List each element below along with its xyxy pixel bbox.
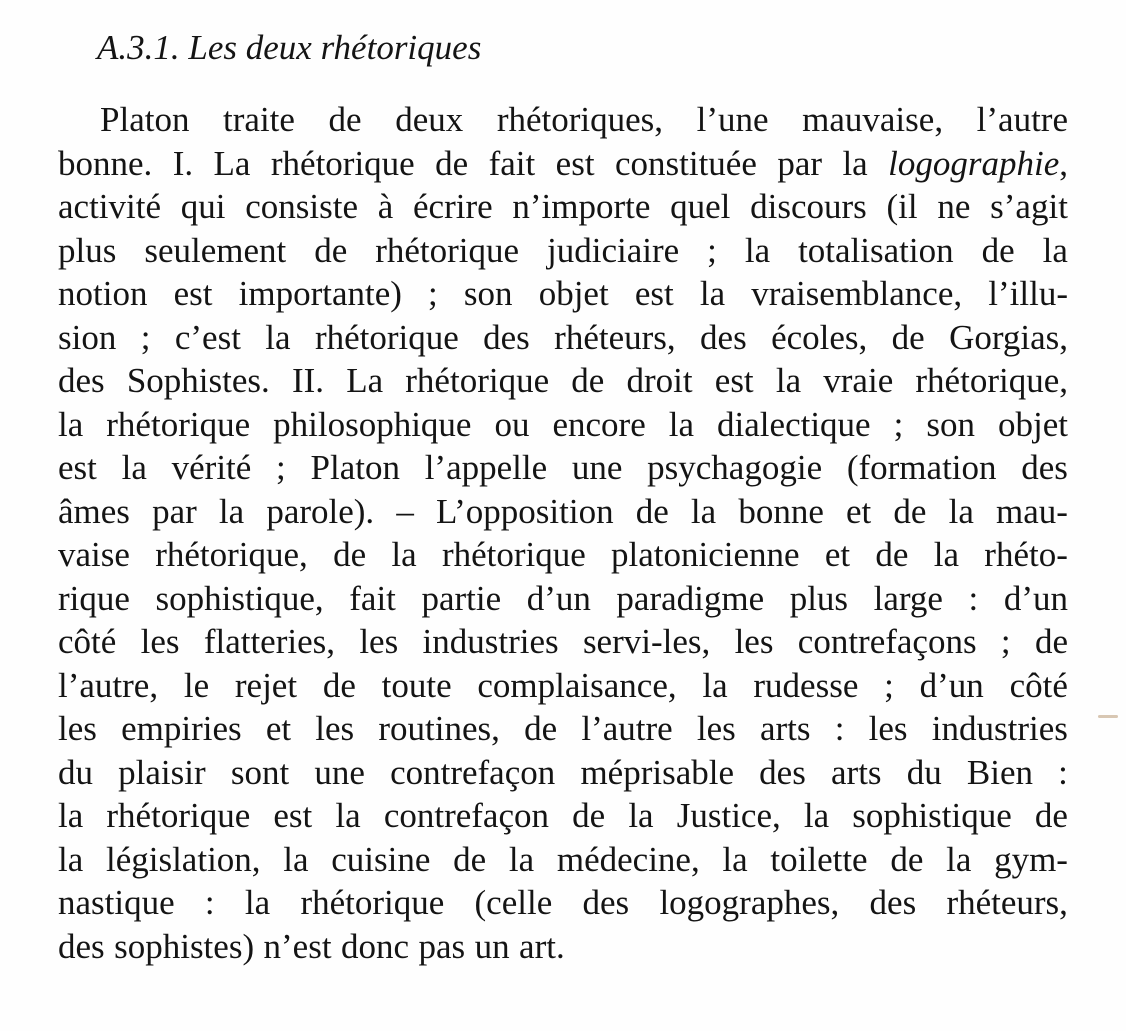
text-line: notion est importante) ; son objet est la vraisemblance, l’illu- — [58, 274, 1068, 313]
text-line: la rhétorique est la contrefaçon de la Justice, la sophistique de — [58, 796, 1068, 835]
text-line: les empiries et les routines, de l’autre les arts : les industries — [58, 709, 1068, 748]
text-line: la législation, la cuisine de la médecine, la toilette de la gym- — [58, 839, 1068, 879]
text-line: des Sophistes. II. La rhétorique de droit est la vraie rhétorique, — [58, 361, 1068, 400]
scan-artifact — [1098, 715, 1118, 718]
text-line: du plaisir sont une contrefaçon méprisable des arts du Bien : — [58, 752, 1068, 792]
text-line: des sophistes) n’est donc pas un art. — [58, 926, 565, 966]
text-line: Platon traite de deux rhétoriques, l’une mauvaise, l’autre — [100, 100, 1068, 139]
text-line: plus seulement de rhétorique judiciaire ; la totalisation de la — [58, 230, 1068, 270]
body-paragraph — [58, 98, 1068, 968]
text-line: rique sophistique, fait partie d’un paradigme plus large : d’un — [58, 578, 1068, 618]
text-line: sion ; c’est la rhétorique des rhéteurs, des écoles, de Gorgias, — [58, 317, 1068, 357]
text-line: côté les flatteries, les industries servi-les, les contrefaçons ; de — [58, 622, 1068, 661]
section-heading: A.3.1. Les deux rhétoriques — [97, 28, 482, 67]
text-line: est la vérité ; Platon l’appelle une psychagogie (formation des — [58, 448, 1068, 487]
text-line: vaise rhétorique, de la rhétorique platonicienne et de la rhéto- — [58, 535, 1068, 574]
text-line: la rhétorique philosophique ou encore la dialectique ; son objet — [58, 404, 1068, 444]
text-line: l’autre, le rejet de toute complaisance, la rudesse ; d’un côté — [58, 665, 1068, 705]
text-line: âmes par la parole). – L’opposition de la bonne et de la mau- — [58, 491, 1068, 531]
text-line: activité qui consiste à écrire n’importe quel discours (il ne s’agit — [58, 187, 1068, 226]
text-line: nastique : la rhétorique (celle des logographes, des rhéteurs, — [58, 883, 1068, 922]
text-line: bonne. I. La rhétorique de fait est constituée par la logographie, — [58, 143, 1068, 183]
